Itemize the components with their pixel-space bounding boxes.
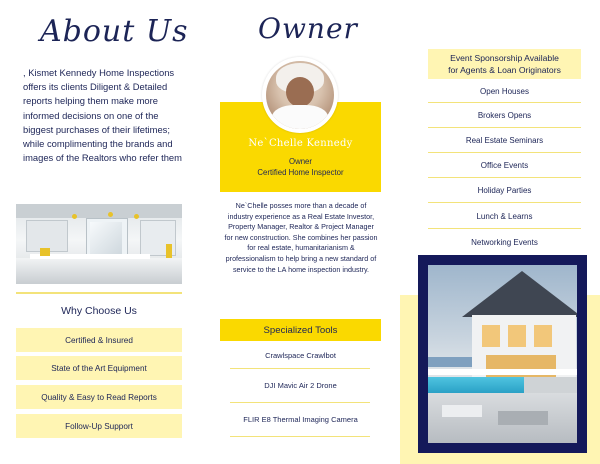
tool-item: Crawlspace Crawlbot (265, 351, 336, 360)
event-item: Open Houses (480, 87, 529, 96)
sponsorship-line-1: Event Sponsorship Available (450, 53, 559, 63)
event-item: Brokers Opens (477, 111, 532, 120)
event-item: Lunch & Learns (476, 212, 533, 221)
event-sponsorship-banner (428, 49, 581, 79)
why-choose-item: Quality & Easy to Read Reports (16, 385, 182, 409)
owner-bio: Ne`Chelle posses more than a decade of industry experience as a Real Estate Investor, Property Manager, Realtor & Project Manager for new construction. She combines her passion for real estate, humanitarianism & professionalism to help bring a new standard of service to the LA home inspection industry. (224, 201, 378, 274)
event-item: Real Estate Seminars (465, 136, 544, 145)
tool-divider (230, 436, 370, 437)
why-choose-item: Certified & Insured (16, 328, 182, 352)
house-photo (428, 265, 577, 443)
specialized-tools-heading: Specialized Tools (220, 319, 381, 341)
owner-heading: Owner (258, 12, 358, 45)
event-divider (428, 152, 581, 153)
tool-divider (230, 368, 370, 369)
event-divider (428, 102, 581, 103)
why-choose-item: State of the Art Equipment (16, 356, 182, 380)
event-item: Holiday Parties (477, 186, 532, 195)
why-choose-item: Follow-Up Support (16, 414, 182, 438)
tool-item: DJI Mavic Air 2 Drone (264, 381, 337, 390)
event-divider (428, 177, 581, 178)
event-item: Office Events (480, 161, 529, 170)
owner-role: Owner (289, 157, 312, 166)
section-divider (16, 292, 182, 294)
about-us-heading: About Us (40, 14, 189, 49)
event-divider (428, 127, 581, 128)
tool-item: FLIR E8 Thermal Imaging Camera (243, 415, 358, 424)
owner-name: Ne`Chelle Kennedy (248, 138, 353, 149)
sponsorship-line-2: for Agents & Loan Originators (448, 65, 561, 75)
tool-divider (230, 402, 370, 403)
owner-portrait (266, 61, 334, 129)
event-divider (428, 202, 581, 203)
event-item: Networking Events (471, 238, 538, 247)
about-us-text: , Kismet Kennedy Home Inspections offers its clients Diligent & Detailed reports helping them make more informed decisions on one of the biggest purchases of their lifetimes; while complimenting the brands and images of the Realtors who refer them (23, 67, 182, 164)
why-choose-us-heading: Why Choose Us (61, 305, 137, 317)
owner-credential: Certified Home Inspector (257, 168, 344, 177)
kitchen-photo (16, 204, 182, 284)
event-divider (428, 228, 581, 229)
